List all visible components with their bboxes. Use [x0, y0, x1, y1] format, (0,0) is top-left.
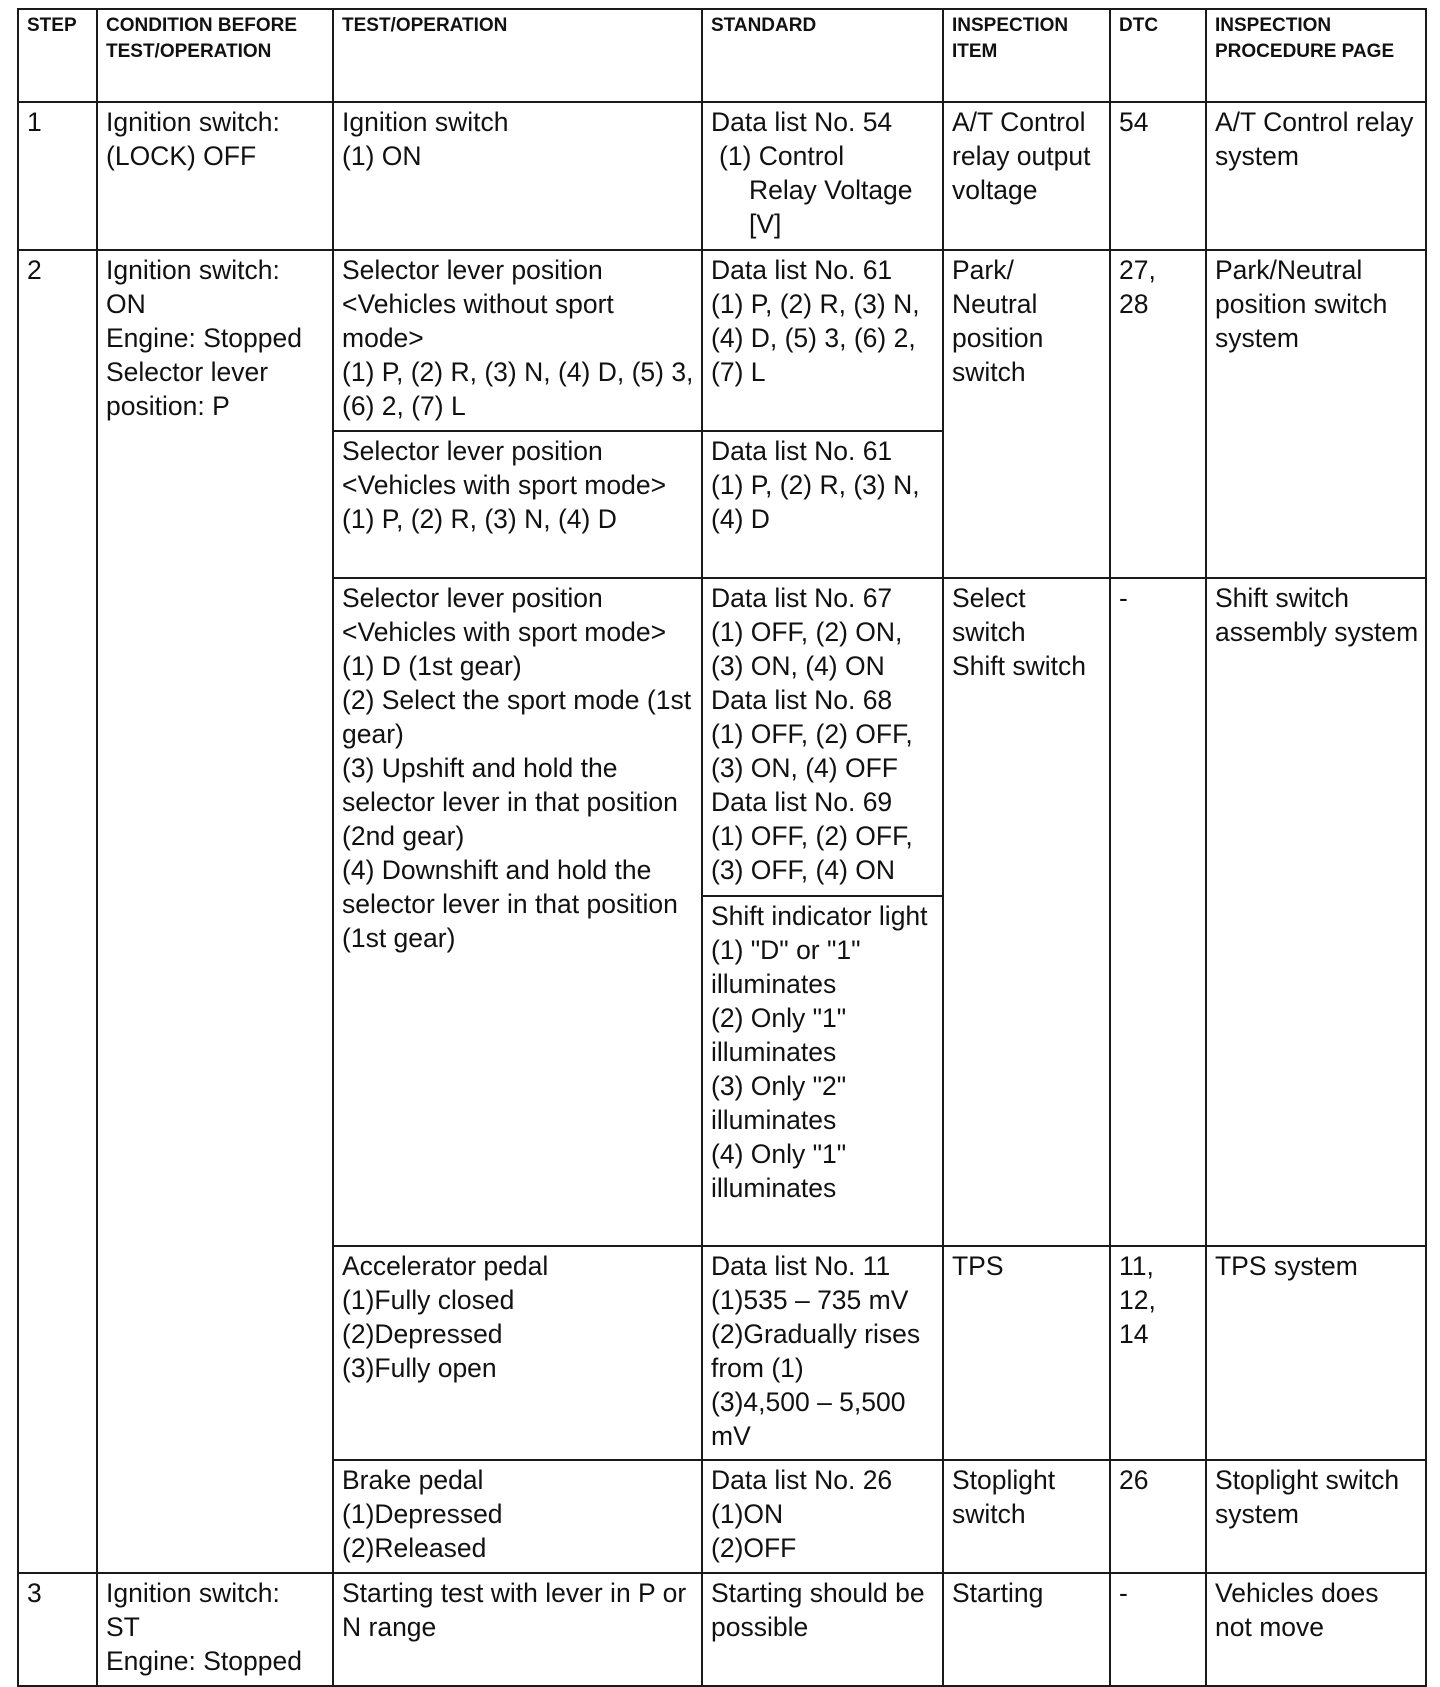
standard-cell [702, 102, 943, 250]
condition-cell: Ignition switch: ST Engine: Stopped [97, 1573, 333, 1686]
header-condition: CONDITION BEFORE TEST/OPERATION [97, 9, 333, 102]
standard-cell: Data list No. 67 (1) OFF, (2) ON, (3) ON, (4) ON Data list No. 68 (1) OFF, (2) OFF, (3) ON, (4) OFF Data list No. 69 (1) OFF, (2) OFF, (3) OFF, (4) ON [702, 578, 943, 896]
procedure-page-cell: Shift switch assembly system [1206, 578, 1426, 1246]
dtc-cell: - [1110, 578, 1206, 1246]
dtc-cell: 27, 28 [1110, 250, 1206, 578]
table-row [18, 102, 1426, 250]
step-number: 3 [18, 1573, 97, 1686]
standard-line: (1) Control [719, 141, 845, 171]
standard-cell: Data list No. 61 (1) P, (2) R, (3) N, (4) D, (5) 3, (6) 2, (7) L [702, 250, 943, 431]
inspection-table [17, 8, 1427, 1687]
inspection-item-cell: Stoplight switch [943, 1460, 1110, 1573]
step-number: 1 [18, 102, 97, 250]
procedure-page-cell: TPS system [1206, 1246, 1426, 1460]
inspection-table-page [17, 8, 1425, 1687]
dtc-cell: 11, 12, 14 [1110, 1246, 1206, 1460]
header-standard: STANDARD [702, 9, 943, 102]
standard-line: Relay Voltage [749, 175, 913, 205]
condition-cell: Ignition switch: (LOCK) OFF [97, 102, 333, 250]
table-row [18, 1573, 1426, 1686]
inspection-item-cell: TPS [943, 1246, 1110, 1460]
header-test-operation: TEST/OPERATION [333, 9, 702, 102]
standard-cell: Data list No. 11 (1)535 – 735 mV (2)Gradually rises from (1) (3)4,500 – 5,500 mV [702, 1246, 943, 1460]
dtc-cell: 26 [1110, 1460, 1206, 1573]
header-inspection-item: INSPECTION ITEM [943, 9, 1110, 102]
header-row [18, 9, 1426, 102]
inspection-item-cell: Park/ Neutral position switch [943, 250, 1110, 578]
procedure-page-cell: Park/Neutral position switch system [1206, 250, 1426, 578]
inspection-item-cell: Select switch Shift switch [943, 578, 1110, 1246]
standard-cell: Data list No. 26 (1)ON (2)OFF [702, 1460, 943, 1573]
standard-line: [V] [749, 209, 782, 239]
test-cell: Starting test with lever in P or N range [333, 1573, 702, 1686]
test-cell: Accelerator pedal (1)Fully closed (2)Depressed (3)Fully open [333, 1246, 702, 1460]
standard-cell: Starting should be possible [702, 1573, 943, 1686]
test-cell: Brake pedal (1)Depressed (2)Released [333, 1460, 702, 1573]
standard-cell: Shift indicator light (1) "D" or "1" illuminates (2) Only "1" illuminates (3) Only "2" illuminates (4) Only "1" illuminates [702, 896, 943, 1246]
step-number: 2 [18, 250, 97, 1573]
inspection-item-cell: Starting [943, 1573, 1110, 1686]
header-step: STEP [18, 9, 97, 102]
header-procedure-page: INSPECTION PROCEDURE PAGE [1206, 9, 1426, 102]
condition-cell: Ignition switch: ON Engine: Stopped Selector lever position: P [97, 250, 333, 1573]
inspection-item-cell: A/T Control relay output voltage [943, 102, 1110, 250]
procedure-page-cell: Vehicles does not move [1206, 1573, 1426, 1686]
standard-title: Data list No. 54 [711, 107, 893, 137]
dtc-cell: 54 [1110, 102, 1206, 250]
standard-cell: Data list No. 61 (1) P, (2) R, (3) N, (4) D [702, 431, 943, 578]
procedure-page-cell: A/T Control relay system [1206, 102, 1426, 250]
procedure-page-cell: Stoplight switch system [1206, 1460, 1426, 1573]
test-cell: Selector lever position <Vehicles without sport mode> (1) P, (2) R, (3) N, (4) D, (5) 3, (6) 2, (7) L [333, 250, 702, 431]
test-cell: Ignition switch (1) ON [333, 102, 702, 250]
table-row [18, 250, 1426, 431]
header-dtc: DTC [1110, 9, 1206, 102]
dtc-cell: - [1110, 1573, 1206, 1686]
test-cell: Selector lever position <Vehicles with sport mode> (1) P, (2) R, (3) N, (4) D [333, 431, 702, 578]
test-cell: Selector lever position <Vehicles with sport mode> (1) D (1st gear) (2) Select the sport mode (1st gear) (3) Upshift and hold the selector lever in that position (2nd gear) (4) Downshift and hold the selector lever in that position (1st gear) [333, 578, 702, 1246]
